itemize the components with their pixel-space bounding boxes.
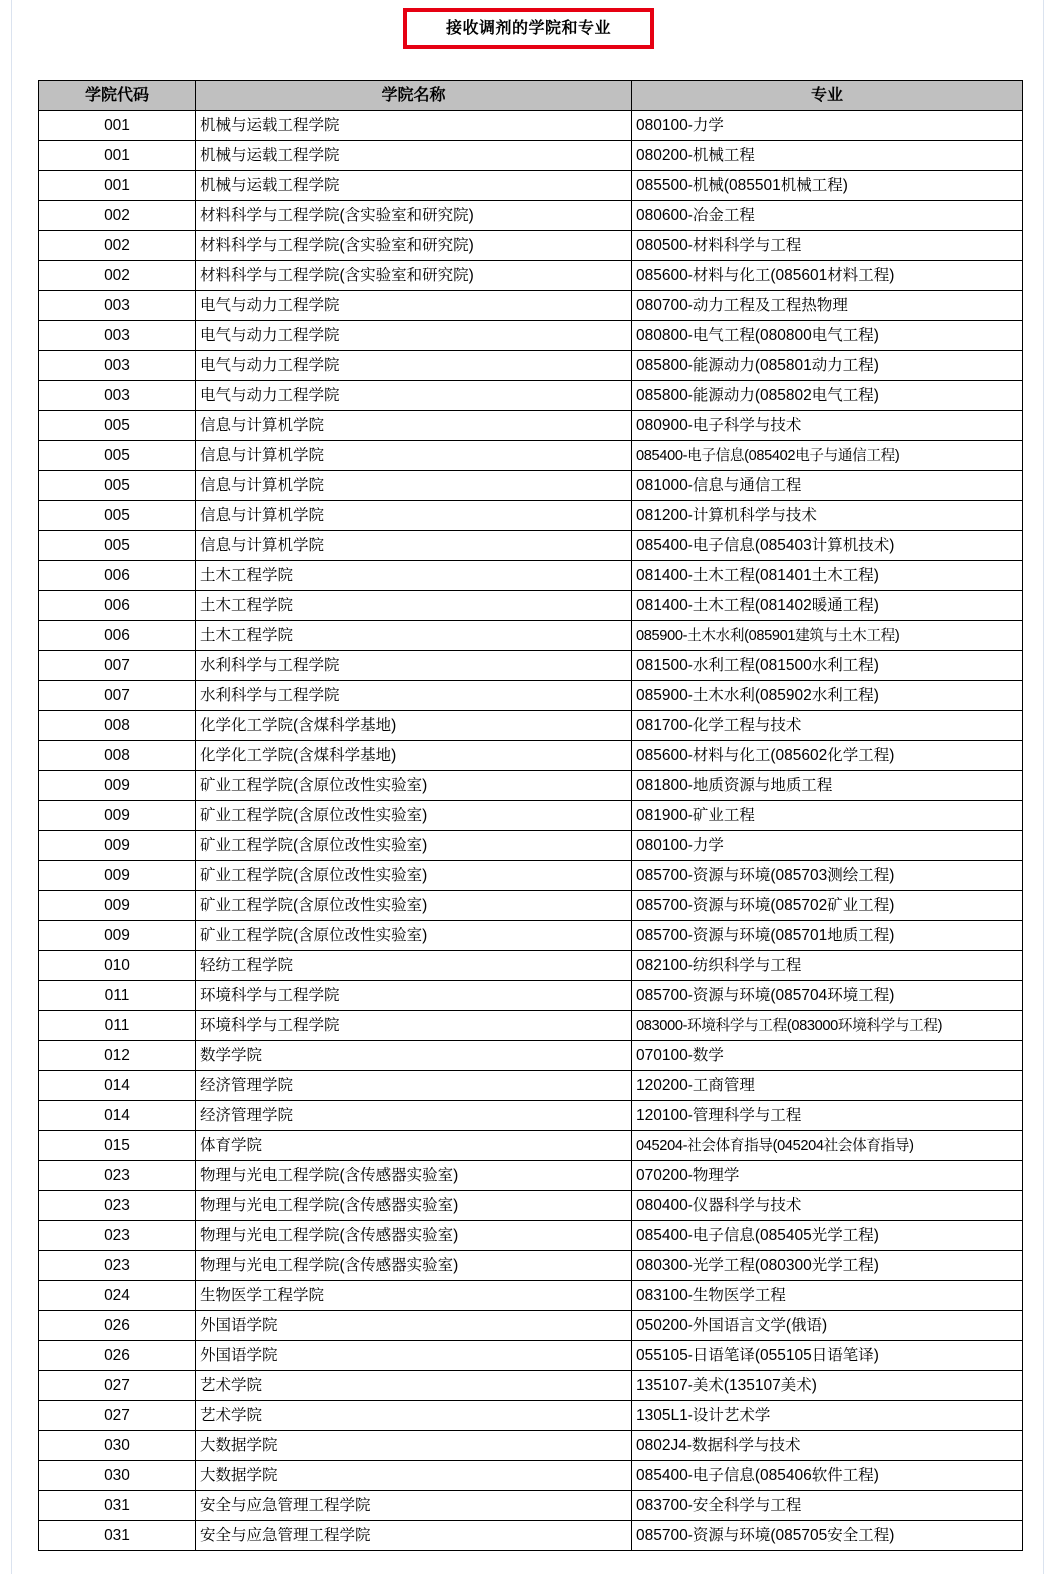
cell-college-code: 010 [39,951,196,981]
cell-college-name: 信息与计算机学院 [196,531,632,561]
table-row [39,201,1023,231]
table-row [39,801,1023,831]
table-row [39,831,1023,861]
table-row [39,771,1023,801]
table-row [39,711,1023,741]
table-row [39,1071,1023,1101]
table-header-row [39,81,1023,111]
cell-college-code: 002 [39,261,196,291]
cell-college-name: 矿业工程学院(含原位改性实验室) [196,771,632,801]
cell-college-code: 024 [39,1281,196,1311]
cell-college-code: 015 [39,1131,196,1161]
cell-college-code: 030 [39,1431,196,1461]
cell-major: 080100-力学 [632,831,1023,861]
table-row [39,1341,1023,1371]
table-body [39,111,1023,1551]
cell-college-name: 水利科学与工程学院 [196,651,632,681]
cell-college-name: 化学化工学院(含煤科学基地) [196,741,632,771]
cell-college-code: 031 [39,1521,196,1551]
cell-college-code: 005 [39,501,196,531]
cell-college-name: 物理与光电工程学院(含传感器实验室) [196,1191,632,1221]
cell-college-name: 轻纺工程学院 [196,951,632,981]
table-row [39,471,1023,501]
table-row [39,981,1023,1011]
table-row [39,561,1023,591]
table-row [39,1251,1023,1281]
cell-college-code: 014 [39,1101,196,1131]
table-row [39,231,1023,261]
cell-major: 085700-资源与环境(085701地质工程) [632,921,1023,951]
cell-college-name: 机械与运载工程学院 [196,171,632,201]
table-row [39,891,1023,921]
cell-college-name: 电气与动力工程学院 [196,351,632,381]
cell-college-code: 003 [39,321,196,351]
table-row [39,321,1023,351]
table-row [39,1461,1023,1491]
cell-major: 085400-电子信息(085405光学工程) [632,1221,1023,1251]
cell-major: 081900-矿业工程 [632,801,1023,831]
cell-college-code: 006 [39,561,196,591]
cell-college-name: 体育学院 [196,1131,632,1161]
cell-major: 083700-安全科学与工程 [632,1491,1023,1521]
cell-major: 085400-电子信息(085402电子与通信工程) [632,441,1023,471]
cell-college-code: 003 [39,291,196,321]
cell-college-name: 机械与运载工程学院 [196,141,632,171]
page-title: 接收调剂的学院和专业 [445,19,611,37]
table-row [39,1491,1023,1521]
cell-major: 085600-材料与化工(085602化学工程) [632,741,1023,771]
cell-major: 080300-光学工程(080300光学工程) [632,1251,1023,1281]
column-header-college-code: 学院代码 [39,81,196,111]
cell-college-name: 水利科学与工程学院 [196,681,632,711]
cell-college-name: 安全与应急管理工程学院 [196,1521,632,1551]
cell-major: 080100-力学 [632,111,1023,141]
cell-major: 085800-能源动力(085801动力工程) [632,351,1023,381]
cell-college-code: 001 [39,141,196,171]
cell-college-code: 003 [39,351,196,381]
cell-major: 120100-管理科学与工程 [632,1101,1023,1131]
cell-college-name: 物理与光电工程学院(含传感器实验室) [196,1161,632,1191]
cell-major: 081700-化学工程与技术 [632,711,1023,741]
table-row [39,651,1023,681]
title-banner [403,8,654,49]
table-row [39,441,1023,471]
cell-college-code: 008 [39,741,196,771]
table-row [39,921,1023,951]
cell-college-code: 009 [39,771,196,801]
cell-college-code: 030 [39,1461,196,1491]
cell-college-code: 011 [39,981,196,1011]
transfer-programs-table [38,80,1023,1551]
cell-college-code: 011 [39,1011,196,1041]
table-row [39,741,1023,771]
cell-college-name: 经济管理学院 [196,1071,632,1101]
cell-major: 085800-能源动力(085802电气工程) [632,381,1023,411]
table-row [39,1131,1023,1161]
cell-college-name: 大数据学院 [196,1431,632,1461]
table-row [39,1041,1023,1071]
table-row [39,381,1023,411]
cell-college-name: 土木工程学院 [196,621,632,651]
cell-college-code: 009 [39,801,196,831]
cell-college-code: 005 [39,411,196,441]
cell-major: 085900-土木水利(085902水利工程) [632,681,1023,711]
table-row [39,291,1023,321]
cell-college-name: 电气与动力工程学院 [196,291,632,321]
cell-college-code: 005 [39,471,196,501]
table-row [39,1311,1023,1341]
cell-major: 081400-土木工程(081401土木工程) [632,561,1023,591]
cell-major: 080200-机械工程 [632,141,1023,171]
cell-major: 085600-材料与化工(085601材料工程) [632,261,1023,291]
cell-major: 080600-冶金工程 [632,201,1023,231]
cell-major: 055105-日语笔译(055105日语笔译) [632,1341,1023,1371]
cell-major: 050200-外国语言文学(俄语) [632,1311,1023,1341]
cell-major: 085900-土木水利(085901建筑与土木工程) [632,621,1023,651]
table-row [39,111,1023,141]
table-row [39,861,1023,891]
cell-college-name: 信息与计算机学院 [196,411,632,441]
cell-college-code: 023 [39,1251,196,1281]
cell-college-code: 008 [39,711,196,741]
cell-college-code: 009 [39,831,196,861]
column-header-college-name: 学院名称 [196,81,632,111]
cell-college-code: 023 [39,1221,196,1251]
transfer-programs-table-wrapper [38,80,1022,1551]
cell-college-code: 023 [39,1161,196,1191]
table-row [39,681,1023,711]
cell-major: 083100-生物医学工程 [632,1281,1023,1311]
cell-college-code: 001 [39,171,196,201]
cell-college-name: 矿业工程学院(含原位改性实验室) [196,891,632,921]
cell-college-name: 土木工程学院 [196,591,632,621]
cell-college-code: 006 [39,621,196,651]
cell-major: 045204-社会体育指导(045204社会体育指导) [632,1131,1023,1161]
cell-college-name: 化学化工学院(含煤科学基地) [196,711,632,741]
cell-major: 085700-资源与环境(085705安全工程) [632,1521,1023,1551]
cell-major: 085500-机械(085501机械工程) [632,171,1023,201]
cell-college-code: 026 [39,1311,196,1341]
cell-major: 081000-信息与通信工程 [632,471,1023,501]
cell-college-code: 007 [39,681,196,711]
cell-major: 070200-物理学 [632,1161,1023,1191]
cell-college-code: 026 [39,1341,196,1371]
table-row [39,1101,1023,1131]
cell-college-name: 矿业工程学院(含原位改性实验室) [196,801,632,831]
cell-major: 085400-电子信息(085406软件工程) [632,1461,1023,1491]
cell-college-code: 005 [39,441,196,471]
cell-major: 080400-仪器科学与技术 [632,1191,1023,1221]
table-row [39,1191,1023,1221]
cell-college-name: 环境科学与工程学院 [196,1011,632,1041]
cell-college-code: 006 [39,591,196,621]
cell-college-code: 005 [39,531,196,561]
cell-major: 081200-计算机科学与技术 [632,501,1023,531]
table-row [39,141,1023,171]
cell-major: 080900-电子科学与技术 [632,411,1023,441]
cell-major: 080500-材料科学与工程 [632,231,1023,261]
cell-college-code: 012 [39,1041,196,1071]
cell-college-name: 生物医学工程学院 [196,1281,632,1311]
cell-college-name: 矿业工程学院(含原位改性实验室) [196,921,632,951]
cell-college-name: 经济管理学院 [196,1101,632,1131]
cell-major: 085700-资源与环境(085704环境工程) [632,981,1023,1011]
table-row [39,1011,1023,1041]
cell-major: 081400-土木工程(081402暖通工程) [632,591,1023,621]
cell-major: 085700-资源与环境(085702矿业工程) [632,891,1023,921]
cell-college-name: 矿业工程学院(含原位改性实验室) [196,831,632,861]
cell-college-code: 023 [39,1191,196,1221]
cell-major: 081500-水利工程(081500水利工程) [632,651,1023,681]
cell-major: 085400-电子信息(085403计算机技术) [632,531,1023,561]
table-row [39,591,1023,621]
cell-college-name: 信息与计算机学院 [196,501,632,531]
table-row [39,411,1023,441]
table-row [39,951,1023,981]
cell-college-name: 材料科学与工程学院(含实验室和研究院) [196,201,632,231]
table-head [39,81,1023,111]
cell-college-code: 003 [39,381,196,411]
cell-college-code: 031 [39,1491,196,1521]
cell-college-name: 物理与光电工程学院(含传感器实验室) [196,1221,632,1251]
table-row [39,1161,1023,1191]
cell-major: 1305L1-设计艺术学 [632,1401,1023,1431]
column-header-major: 专业 [632,81,1023,111]
cell-college-code: 007 [39,651,196,681]
table-row [39,351,1023,381]
table-row [39,1521,1023,1551]
cell-college-name: 材料科学与工程学院(含实验室和研究院) [196,261,632,291]
cell-college-name: 环境科学与工程学院 [196,981,632,1011]
table-row [39,261,1023,291]
cell-major: 070100-数学 [632,1041,1023,1071]
cell-college-name: 信息与计算机学院 [196,471,632,501]
page-edge-rule-left [11,0,12,1574]
table-row [39,1281,1023,1311]
table-row [39,1221,1023,1251]
cell-college-name: 数学学院 [196,1041,632,1071]
cell-college-name: 信息与计算机学院 [196,441,632,471]
table-row [39,531,1023,561]
cell-college-code: 027 [39,1371,196,1401]
cell-major: 083000-环境科学与工程(083000环境科学与工程) [632,1011,1023,1041]
cell-major: 120200-工商管理 [632,1071,1023,1101]
cell-college-name: 矿业工程学院(含原位改性实验室) [196,861,632,891]
table-row [39,1401,1023,1431]
page-edge-rule-right [1043,0,1044,1574]
cell-college-code: 002 [39,231,196,261]
cell-college-name: 土木工程学院 [196,561,632,591]
cell-major: 082100-纺织科学与工程 [632,951,1023,981]
table-row [39,1371,1023,1401]
cell-college-name: 电气与动力工程学院 [196,381,632,411]
cell-college-code: 009 [39,891,196,921]
cell-college-code: 009 [39,921,196,951]
cell-major: 085700-资源与环境(085703测绘工程) [632,861,1023,891]
cell-college-name: 材料科学与工程学院(含实验室和研究院) [196,231,632,261]
cell-college-name: 物理与光电工程学院(含传感器实验室) [196,1251,632,1281]
cell-college-name: 外国语学院 [196,1341,632,1371]
table-row [39,501,1023,531]
cell-college-name: 艺术学院 [196,1401,632,1431]
cell-college-name: 艺术学院 [196,1371,632,1401]
cell-college-code: 014 [39,1071,196,1101]
cell-major: 0802J4-数据科学与技术 [632,1431,1023,1461]
cell-college-name: 机械与运载工程学院 [196,111,632,141]
table-row [39,1431,1023,1461]
cell-college-code: 027 [39,1401,196,1431]
cell-major: 080800-电气工程(080800电气工程) [632,321,1023,351]
cell-major: 081800-地质资源与地质工程 [632,771,1023,801]
cell-college-code: 002 [39,201,196,231]
cell-major: 135107-美术(135107美术) [632,1371,1023,1401]
cell-college-name: 电气与动力工程学院 [196,321,632,351]
cell-major: 080700-动力工程及工程热物理 [632,291,1023,321]
cell-college-name: 大数据学院 [196,1461,632,1491]
table-row [39,171,1023,201]
cell-college-code: 009 [39,861,196,891]
table-row [39,621,1023,651]
cell-college-name: 安全与应急管理工程学院 [196,1491,632,1521]
cell-college-code: 001 [39,111,196,141]
cell-college-name: 外国语学院 [196,1311,632,1341]
